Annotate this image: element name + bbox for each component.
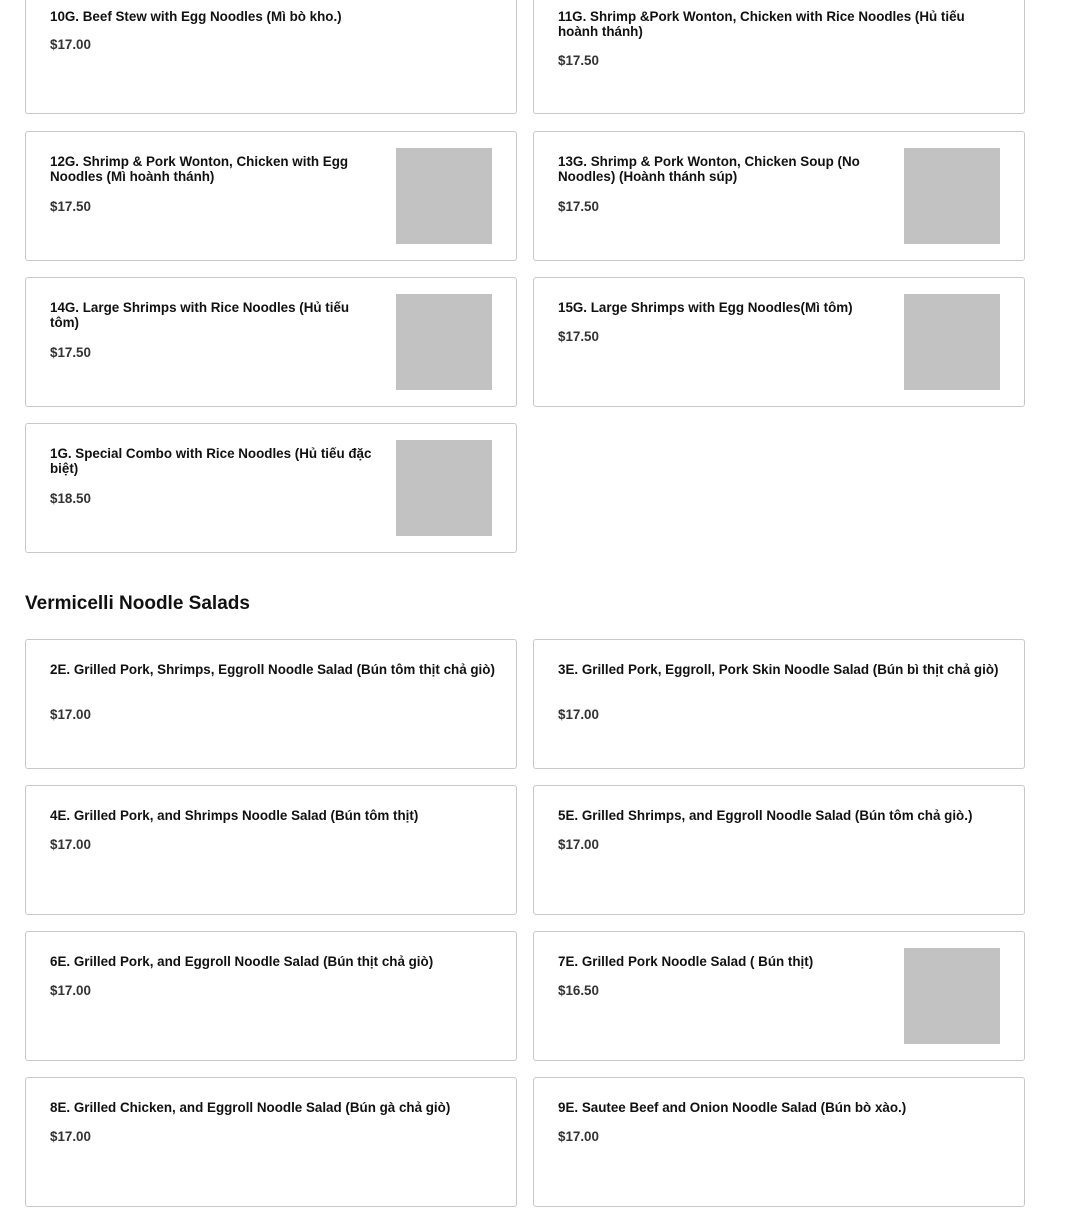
- menu-item-card[interactable]: [25, 1077, 517, 1207]
- item-price: $17.00: [558, 837, 599, 852]
- item-name: 10G. Beef Stew with Egg Noodles (Mì bò kho.): [50, 9, 342, 24]
- item-price: $17.00: [558, 1129, 599, 1144]
- item-price: $17.50: [558, 53, 599, 68]
- menu-item-card[interactable]: [533, 785, 1025, 915]
- menu-item-card[interactable]: [533, 931, 1025, 1061]
- item-price: $17.00: [50, 37, 91, 52]
- item-price: $17.00: [558, 707, 599, 722]
- item-name: 12G. Shrimp & Pork Wonton, Chicken with Egg Noodles (Mì hoành thánh): [50, 154, 349, 184]
- menu-item-card[interactable]: [533, 131, 1025, 261]
- item-name: 9E. Sautee Beef and Onion Noodle Salad (Bún bò xào.): [558, 1100, 907, 1115]
- menu-item-card[interactable]: [25, 131, 517, 261]
- menu-item-card[interactable]: [533, 277, 1025, 407]
- menu-item-card[interactable]: [25, 423, 517, 553]
- item-price: $17.00: [50, 1129, 91, 1144]
- menu-item-card[interactable]: [533, 0, 1025, 114]
- item-price: $17.00: [50, 983, 91, 998]
- item-name: 13G. Shrimp & Pork Wonton, Chicken Soup (No Noodles) (Hoành thánh súp): [558, 154, 860, 184]
- item-name: 1G. Special Combo with Rice Noodles (Hủ tiếu đặc biệt): [50, 446, 372, 476]
- menu-item-card[interactable]: [25, 931, 517, 1061]
- item-name: 4E. Grilled Pork, and Shrimps Noodle Salad (Bún tôm thịt): [50, 808, 419, 823]
- item-image-placeholder: [904, 294, 1000, 390]
- item-price: $17.50: [558, 199, 599, 214]
- item-image-placeholder: [396, 148, 492, 244]
- menu-item-card[interactable]: [25, 0, 517, 114]
- item-image-placeholder: [904, 948, 1000, 1044]
- item-name: 8E. Grilled Chicken, and Eggroll Noodle Salad (Bún gà chả giò): [50, 1100, 451, 1115]
- item-price: $17.00: [50, 837, 91, 852]
- item-name: 2E. Grilled Pork, Shrimps, Eggroll Noodle Salad (Bún tôm thịt chả giò): [50, 662, 495, 677]
- item-price: $17.50: [50, 345, 91, 360]
- item-name: 11G. Shrimp &Pork Wonton, Chicken with Rice Noodles (Hủ tiếu hoành thánh): [558, 9, 965, 39]
- menu-item-card[interactable]: [25, 277, 517, 407]
- item-price: $17.50: [50, 199, 91, 214]
- item-price: $17.50: [558, 329, 599, 344]
- item-name: 3E. Grilled Pork, Eggroll, Pork Skin Noodle Salad (Bún bì thịt chả giò): [558, 662, 999, 677]
- section-title: Vermicelli Noodle Salads: [25, 593, 250, 614]
- menu-item-card[interactable]: [533, 1077, 1025, 1207]
- item-name: 5E. Grilled Shrimps, and Eggroll Noodle Salad (Bún tôm chả giò.): [558, 808, 973, 823]
- menu-item-card[interactable]: [25, 639, 517, 769]
- item-price: $17.00: [50, 707, 91, 722]
- item-price: $18.50: [50, 491, 91, 506]
- item-name: 15G. Large Shrimps with Egg Noodles(Mì tôm): [558, 300, 853, 315]
- item-price: $16.50: [558, 983, 599, 998]
- menu-item-card[interactable]: [25, 785, 517, 915]
- item-image-placeholder: [904, 148, 1000, 244]
- item-name: 14G. Large Shrimps with Rice Noodles (Hủ tiếu tôm): [50, 300, 350, 330]
- menu-item-card[interactable]: [533, 639, 1025, 769]
- item-name: 7E. Grilled Pork Noodle Salad ( Bún thịt): [558, 954, 814, 969]
- item-image-placeholder: [396, 294, 492, 390]
- item-name: 6E. Grilled Pork, and Eggroll Noodle Salad (Bún thịt chả giò): [50, 954, 434, 969]
- item-image-placeholder: [396, 440, 492, 536]
